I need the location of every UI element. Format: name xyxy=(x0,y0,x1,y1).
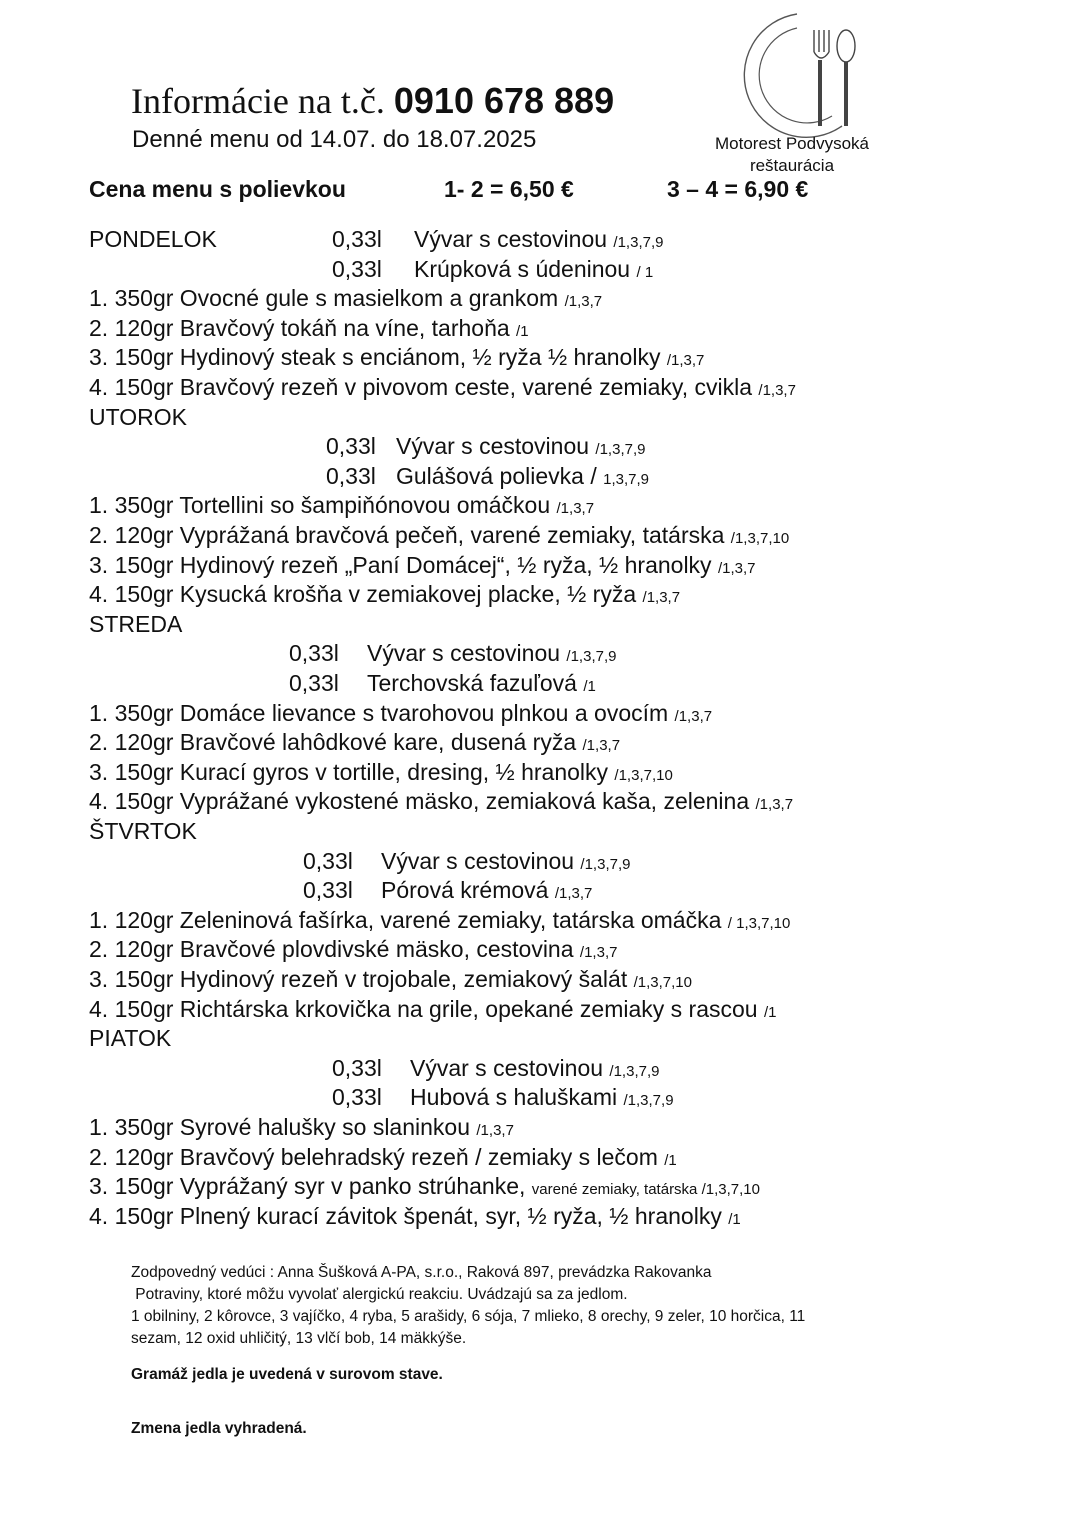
restaurant-type: reštaurácia xyxy=(749,156,835,175)
soup-name: Krúpková s údeninou / 1 xyxy=(414,255,654,282)
soup-name: Vývar s cestovinou /1,3,7,9 xyxy=(410,1054,660,1081)
meal-text: 3. 150gr Kurací gyros v tortille, dresing, ½ hranolky xyxy=(89,758,609,785)
soup-volume: 0,33l xyxy=(332,226,382,252)
meal-text: 4. 150gr Richtárska krkovička na grile, opekané zemiaky s rascou xyxy=(89,995,758,1022)
meal-allergens: /1,3,7 xyxy=(642,589,681,607)
soup-item xyxy=(332,1082,674,1112)
meal-allergens: /1,3,7 xyxy=(717,559,756,577)
soup-allergens: /1,3,7,9 xyxy=(609,1062,660,1080)
meal-text: 4. 150gr Bravčový rezeň v pivovom ceste, varené zemiaky, cvikla xyxy=(89,374,753,400)
meal-text: 1. 350gr Ovocné gule s masielkom a grankom xyxy=(89,285,559,312)
soup-allergens: /1,3,7,9 xyxy=(595,441,646,459)
meal-text: 1. 350gr Domáce lievance s tvarohovou plnkou a ovocím xyxy=(89,699,669,726)
soup-volume: 0,33l xyxy=(332,255,382,282)
soup-item xyxy=(303,875,593,905)
meal-text: 1. 350gr Tortellini so šampiňónovou omáčkou xyxy=(89,492,551,519)
meal-text: 3. 150gr Hydinový steak s enciánom, ½ ryža ½ hranolky xyxy=(89,344,661,371)
price-tier-1: 1- 2 = 6,50 € xyxy=(444,176,574,202)
meal-allergens: /1,3,7,10 xyxy=(633,974,692,991)
soup-item xyxy=(332,254,654,284)
day-heading: PIATOK xyxy=(89,1025,172,1052)
allergen-list-continued: sezam, 12 oxid uhličitý, 13 vlčí bob, 14 mäkkýše. xyxy=(131,1330,467,1347)
soup-volume: 0,33l xyxy=(332,1084,382,1111)
soup-item xyxy=(332,1053,660,1083)
soup-volume: 0,33l xyxy=(332,1054,382,1081)
day-heading: ŠTVRTOK xyxy=(89,818,197,844)
soup-allergens: /1,3,7,9 xyxy=(623,1092,674,1110)
price-tier-2: 3 – 4 = 6,90 € xyxy=(667,176,809,202)
soup-name: Vývar s cestovinou /1,3,7,9 xyxy=(414,226,664,252)
meal-text: 1. 120gr Zeleninová fašírka, varené zemiaky, tatárska omáčka xyxy=(89,906,722,933)
meal-allergens: /1 xyxy=(516,322,529,340)
soup-volume: 0,33l xyxy=(303,847,353,874)
soup-name: Vývar s cestovinou /1,3,7,9 xyxy=(367,640,617,667)
soup-allergens: /1,3,7,9 xyxy=(580,855,631,873)
meal-text: 4. 150gr Plnený kurací závitok špenát, syr, ½ ryža, ½ hranolky xyxy=(89,1202,722,1229)
soup-allergens: /1 xyxy=(583,678,596,695)
price-label: Cena menu s polievkou xyxy=(89,176,346,202)
soup-name: Pórová krémová /1,3,7 xyxy=(381,877,593,904)
soup-name: Vývar s cestovinou /1,3,7,9 xyxy=(381,847,631,874)
soup-name: Vývar s cestovinou /1,3,7,9 xyxy=(396,433,646,460)
soup-item xyxy=(289,668,596,698)
weight-note: Gramáž jedla je uvedená v surovom stave. xyxy=(131,1366,443,1383)
meal-allergens: /1,3,7 xyxy=(758,382,796,399)
meal-allergens: /1 xyxy=(728,1210,741,1228)
meal-allergens: /1,3,7 xyxy=(755,796,794,814)
meal-text: 2. 120gr Bravčový belehradský rezeň / zemiaky s lečom xyxy=(89,1143,658,1170)
soup-allergens: 1,3,7,9 xyxy=(603,470,649,488)
meal-text: 2. 120gr Bravčový tokáň na víne, tarhoňa xyxy=(89,314,510,341)
soup-name: Hubová s haluškami /1,3,7,9 xyxy=(410,1084,674,1111)
soup-volume: 0,33l xyxy=(326,462,376,489)
manager-line: Zodpovedný vedúci : Anna Šušková A-PA, s.r.o., Raková 897, prevádzka Rakovanka xyxy=(131,1264,712,1281)
soup-name: Terchovská fazuľová /1 xyxy=(367,670,596,696)
meal-allergens: / 1,3,7,10 xyxy=(727,914,791,932)
meal-allergens: /1 xyxy=(763,1003,777,1021)
meal-item xyxy=(89,372,796,406)
soup-allergens: /1,3,7,9 xyxy=(566,648,617,666)
meal-text: 2. 120gr Bravčové plovdivské mäsko, cestovina xyxy=(89,936,574,963)
footer xyxy=(131,1262,805,1440)
day-heading: UTOROK xyxy=(89,403,187,430)
change-note: Zmena jedla vyhradená. xyxy=(131,1420,307,1437)
allergy-note: Potraviny, ktoré môžu vyvolať alergickú reakciu. Uvádzajú sa za jedlom. xyxy=(131,1286,628,1303)
menu-date-range: Denné menu od 14.07. do 18.07.2025 xyxy=(132,126,537,153)
allergen-list: 1 obilniny, 2 kôrovce, 3 vajíčko, 4 ryba, 5 arašidy, 6 sója, 7 mlieko, 8 orechy, 9 zeler, 10 horčica, 11 xyxy=(131,1308,806,1325)
soup-volume: 0,33l xyxy=(303,877,353,904)
soup-volume: 0,33l xyxy=(326,433,376,460)
meal-text: 3. 150gr Vyprážaný syr v panko strúhanke, xyxy=(89,1173,526,1200)
soup-volume: 0,33l xyxy=(289,640,339,667)
soup-volume: 0,33l xyxy=(289,670,339,696)
meal-allergens: /1 xyxy=(664,1151,677,1169)
meal-text: 4. 150gr Kysucká krošňa v zemiakovej placke, ½ ryža xyxy=(89,581,637,608)
meal-text: 2. 120gr Vyprážaná bravčová pečeň, varené zemiaky, tatárska xyxy=(89,522,725,548)
day-heading: PONDELOK xyxy=(89,226,217,252)
meal-allergens: /1,3,7 xyxy=(564,293,603,311)
soup-allergens: /1,3,7,9 xyxy=(613,234,664,251)
meal-allergens: /1,3,7 xyxy=(476,1122,514,1139)
soup-allergens: /1,3,7 xyxy=(554,885,593,903)
restaurant-title: Motorest Podvysoká xyxy=(714,134,869,153)
day-heading: STREDA xyxy=(89,610,183,637)
soup-item xyxy=(326,461,649,491)
meal-allergens: /1,3,7,10 xyxy=(614,766,673,784)
soup-item xyxy=(289,638,617,668)
meal-allergens: /1,3,7,10 xyxy=(730,530,790,547)
meal-text: 2. 120gr Bravčové lahôdkové kare, dusená ryža xyxy=(89,729,577,756)
soup-name: Gulášová polievka / 1,3,7,9 xyxy=(396,462,649,489)
soup-item xyxy=(303,846,631,876)
meal-allergens: /1,3,7 xyxy=(674,707,713,725)
soup-item xyxy=(332,224,664,254)
meal-allergens: /1,3,7 xyxy=(666,352,705,370)
meal-allergens: varené zemiaky, tatárska /1,3,7,10 xyxy=(531,1181,760,1199)
meal-item xyxy=(89,1201,741,1235)
meal-item xyxy=(89,994,777,1028)
phone-number: 0910 678 889 xyxy=(393,80,615,121)
meal-text: 3. 150gr Hydinový rezeň v trojobale, zemiakový šalát xyxy=(89,966,628,992)
meal-text: 1. 350gr Syrové halušky so slaninkou xyxy=(89,1114,470,1140)
meal-allergens: /1,3,7 xyxy=(582,737,621,755)
meal-text: 3. 150gr Hydinový rezeň „Paní Domácej“, ½ ryža, ½ hranolky xyxy=(89,551,712,578)
meal-allergens: /1,3,7 xyxy=(579,944,618,962)
title-prefix: Informácie na t.č. xyxy=(131,81,385,121)
meal-allergens: /1,3,7 xyxy=(556,500,595,518)
soup-item xyxy=(326,431,646,461)
meal-text: 4. 150gr Vyprážané vykostené mäsko, zemiaková kaša, zelenina xyxy=(89,788,750,815)
soup-allergens: / 1 xyxy=(636,263,654,281)
